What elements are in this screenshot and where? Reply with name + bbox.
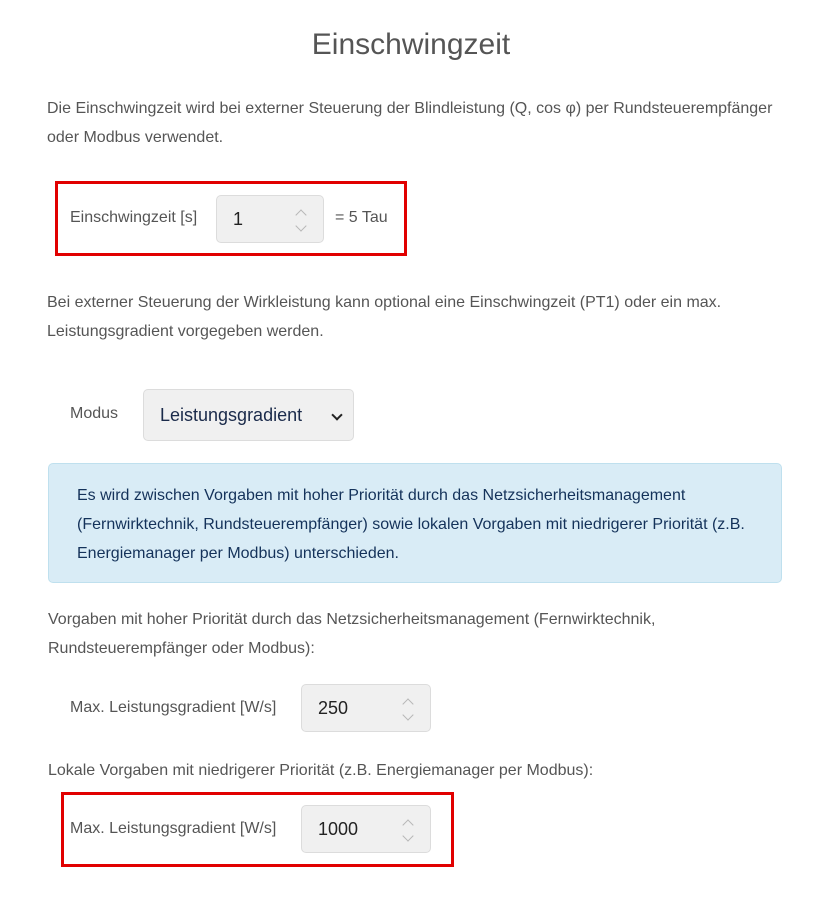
high-priority-description: Vorgaben mit hoher Priorität durch das Netzsicherheitsmanagement (Fernwirktechnik, Rundsteuerempfänger oder Modbus): [48,611,656,657]
local-priority-description: Lokale Vorgaben mit niedrigerer Priorität (z.B. Energiemanager per Modbus): [48,762,594,779]
number-spinner-icon[interactable] [404,819,412,840]
active-power-info-text: Bei externer Steuerung der Wirkleistung kann optional eine Einschwingzeit (PT1) oder ein max. Leistungsgradient vorgegeben werden. [47,294,722,340]
local-priority-gradient-input[interactable] [301,805,431,853]
local-priority-gradient-value: 1000 [318,818,359,839]
high-priority-gradient-label: Max. Leistungsgradient [W/s] [70,699,277,716]
high-priority-gradient-value: 250 [318,697,349,718]
number-spinner-icon[interactable] [404,698,412,719]
settling-time-value: 1 [233,208,244,229]
mode-label: Modus [70,405,119,422]
page-title: Einschwingzeit [311,28,511,61]
chevron-down-icon [331,409,342,420]
settling-time-input[interactable] [216,195,324,243]
settling-time-label: Einschwingzeit [s] [70,209,198,226]
priority-info-text: Es wird zwischen Vorgaben mit hoher Priorität durch das Netzsicherheitsmanagement (Fernwirktechnik, Rundsteuerempfänger) sowie lokalen Vorgaben mit niedrigerer Priorität (z.B. Energiemanager per Modbus) unterschieden. [77,487,745,562]
mode-selected-value: Leistungsgradient [160,404,303,425]
mode-select[interactable] [143,389,354,441]
priority-info-box [48,463,782,583]
number-spinner-icon[interactable] [297,209,305,230]
local-priority-gradient-label: Max. Leistungsgradient [W/s] [70,820,277,837]
intro-text: Die Einschwingzeit wird bei externer Steuerung der Blindleistung (Q, cos φ) per Rundsteuerempfänger oder Modbus verwendet. [47,100,773,146]
high-priority-gradient-input[interactable] [301,684,431,732]
settling-time-suffix: = 5 Tau [335,209,388,226]
